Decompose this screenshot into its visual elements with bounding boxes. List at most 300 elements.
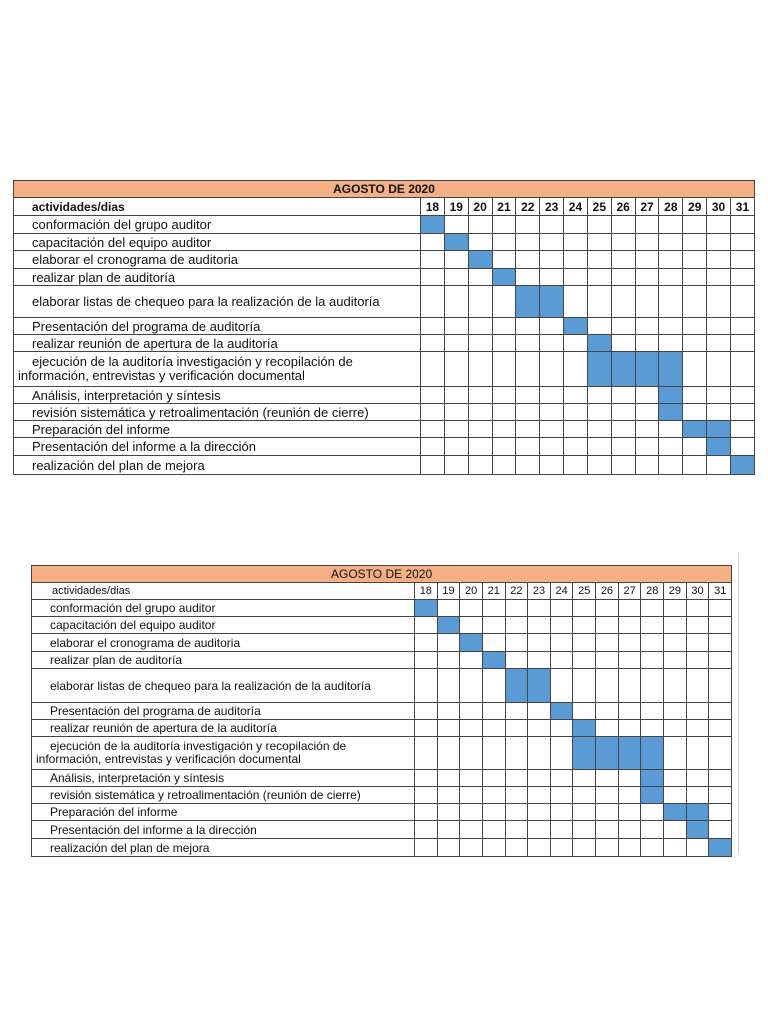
day-header-31: 31	[730, 198, 754, 216]
gantt-cell-day-22	[516, 438, 540, 456]
gantt-cell-day-23	[528, 839, 551, 857]
gantt-cell-day-27	[635, 335, 659, 352]
gantt-cell-day-29	[664, 600, 687, 617]
gantt-cell-day-26	[596, 600, 619, 617]
gantt-cell-day-21	[492, 216, 516, 234]
gantt-cell-day-21	[482, 617, 505, 634]
gantt-cell-day-24	[564, 335, 588, 352]
activity-row	[14, 404, 755, 421]
gantt-cell-day-28	[641, 669, 664, 703]
gantt-cell-day-27	[618, 617, 641, 634]
gantt-cell-day-28	[659, 335, 683, 352]
gantt-bar-day-28	[659, 404, 683, 421]
gantt-cell-day-31	[730, 387, 754, 404]
gantt-bar-day-31	[730, 456, 754, 475]
day-header-23: 23	[540, 198, 564, 216]
gantt-cell-day-24	[564, 456, 588, 475]
gantt-cell-day-24	[550, 821, 573, 839]
gantt-cell-day-31	[709, 804, 732, 821]
gantt-cell-day-29	[683, 404, 707, 421]
activity-row	[32, 600, 732, 617]
gantt-cell-day-30	[707, 234, 731, 251]
gantt-cell-day-22	[505, 770, 528, 787]
gantt-cell-day-27	[618, 720, 641, 737]
activity-label: Análisis, interpretación y síntesis	[14, 387, 421, 404]
gantt-cell-day-28	[641, 617, 664, 634]
gantt-cell-day-27	[618, 634, 641, 652]
gantt-cell-day-31	[709, 703, 732, 720]
gantt-cell-day-23	[540, 216, 564, 234]
gantt-cell-day-29	[664, 617, 687, 634]
gantt-cell-day-30	[707, 404, 731, 421]
gantt-cell-day-23	[540, 335, 564, 352]
activity-label: realización del plan de mejora	[14, 456, 421, 475]
day-header-29: 29	[664, 583, 687, 600]
gantt-cell-day-22	[516, 269, 540, 286]
activity-row	[14, 269, 755, 286]
gantt-cell-day-23	[540, 318, 564, 335]
gantt-cell-day-27	[618, 804, 641, 821]
day-header-18: 18	[421, 198, 445, 216]
gantt-cell-day-28	[641, 634, 664, 652]
gantt-cell-day-31	[709, 720, 732, 737]
gantt-cell-day-20	[460, 821, 483, 839]
day-header-19: 19	[437, 583, 460, 600]
gantt-cell-day-30	[707, 318, 731, 335]
header-row	[32, 583, 732, 600]
gantt-cell-day-23	[540, 421, 564, 438]
gantt-cell-day-24	[564, 234, 588, 251]
day-header-22: 22	[516, 198, 540, 216]
day-header-21: 21	[492, 198, 516, 216]
gantt-cell-day-21	[492, 387, 516, 404]
gantt-cell-day-31	[709, 600, 732, 617]
gantt-cell-day-26	[596, 669, 619, 703]
gantt-cell-day-29	[664, 720, 687, 737]
gantt-cell-day-28	[641, 821, 664, 839]
gantt-cell-day-20	[468, 286, 492, 318]
activity-label: realización del plan de mejora	[32, 839, 415, 857]
day-header-27: 27	[618, 583, 641, 600]
gantt-cell-day-21	[492, 335, 516, 352]
gantt-cell-day-29	[664, 703, 687, 720]
activity-row	[14, 421, 755, 438]
gantt-bar-day-25	[573, 737, 596, 770]
day-header-26: 26	[596, 583, 619, 600]
gantt-cell-day-24	[550, 804, 573, 821]
gantt-cell-day-28	[659, 421, 683, 438]
gantt-cell-day-28	[659, 269, 683, 286]
gantt-cell-day-26	[596, 703, 619, 720]
gantt-cell-day-19	[444, 335, 468, 352]
gantt-cell-day-29	[683, 318, 707, 335]
gantt-cell-day-18	[415, 703, 438, 720]
activity-label: revisión sistemática y retroalimentación (reunión de cierre)	[32, 787, 415, 804]
gantt-cell-day-22	[516, 456, 540, 475]
gantt-cell-day-31	[730, 421, 754, 438]
gantt-cell-day-27	[618, 839, 641, 857]
gantt-cell-day-30	[686, 617, 709, 634]
gantt-cell-day-19	[437, 652, 460, 669]
gantt-cell-day-31	[730, 251, 754, 269]
gantt-cell-day-24	[564, 352, 588, 387]
gantt-cell-day-20	[460, 617, 483, 634]
gantt-cell-day-28	[659, 234, 683, 251]
gantt-cell-day-28	[641, 600, 664, 617]
gantt-bar-day-28	[659, 352, 683, 387]
gantt-cell-day-19	[444, 421, 468, 438]
gantt-cell-day-19	[444, 438, 468, 456]
gantt-cell-day-30	[686, 720, 709, 737]
gantt-cell-day-19	[444, 286, 468, 318]
gantt-cell-day-19	[437, 737, 460, 770]
activity-row	[14, 438, 755, 456]
activity-row	[32, 617, 732, 634]
gantt-cell-day-18	[421, 352, 445, 387]
gantt-cell-day-20	[468, 269, 492, 286]
gantt-cell-day-24	[550, 737, 573, 770]
gantt-cell-day-21	[482, 737, 505, 770]
gantt-cell-day-26	[596, 839, 619, 857]
gantt-cell-day-25	[573, 821, 596, 839]
gantt-cell-day-19	[444, 216, 468, 234]
gantt-cell-day-18	[415, 652, 438, 669]
gantt-cell-day-18	[421, 438, 445, 456]
chart-title: AGOSTO DE 2020	[32, 566, 732, 583]
day-header-23: 23	[528, 583, 551, 600]
gantt-cell-day-19	[444, 456, 468, 475]
gantt-cell-day-30	[707, 456, 731, 475]
gantt-bar-day-20	[460, 634, 483, 652]
gantt-cell-day-19	[444, 352, 468, 387]
gantt-cell-day-19	[444, 269, 468, 286]
gantt-cell-day-18	[421, 335, 445, 352]
gantt-cell-day-22	[516, 318, 540, 335]
gantt-cell-day-18	[421, 404, 445, 421]
gantt-bar-day-30	[686, 804, 709, 821]
gantt-cell-day-24	[564, 438, 588, 456]
gantt-cell-day-18	[415, 720, 438, 737]
gantt-cell-day-29	[664, 737, 687, 770]
gantt-cell-day-18	[421, 234, 445, 251]
gantt-table-secondary	[31, 565, 732, 857]
activity-row	[32, 720, 732, 737]
gantt-table-primary	[13, 180, 755, 475]
gantt-cell-day-21	[482, 720, 505, 737]
activity-label: Preparación del informe	[32, 804, 415, 821]
gantt-cell-day-31	[730, 234, 754, 251]
gantt-cell-day-26	[611, 234, 635, 251]
activity-label: Presentación del informe a la dirección	[14, 438, 421, 456]
gantt-cell-day-20	[468, 404, 492, 421]
activity-label: realizar plan de auditoría	[32, 652, 415, 669]
gantt-cell-day-24	[564, 269, 588, 286]
activity-label: realizar plan de auditoría	[14, 269, 421, 286]
gantt-cell-day-25	[573, 804, 596, 821]
day-header-27: 27	[635, 198, 659, 216]
gantt-cell-day-27	[635, 318, 659, 335]
gantt-cell-day-29	[683, 335, 707, 352]
gantt-cell-day-18	[415, 737, 438, 770]
gantt-cell-day-25	[587, 387, 611, 404]
gantt-cell-day-24	[564, 251, 588, 269]
gantt-cell-day-31	[730, 438, 754, 456]
gantt-cell-day-21	[482, 634, 505, 652]
gantt-cell-day-24	[550, 669, 573, 703]
gantt-cell-day-30	[686, 839, 709, 857]
gantt-cell-day-20	[468, 387, 492, 404]
day-header-26: 26	[611, 198, 635, 216]
gantt-bar-day-21	[492, 269, 516, 286]
day-header-20: 20	[468, 198, 492, 216]
gantt-bar-day-30	[686, 821, 709, 839]
day-header-19: 19	[444, 198, 468, 216]
gantt-cell-day-31	[730, 335, 754, 352]
gantt-cell-day-20	[468, 234, 492, 251]
gantt-cell-day-23	[540, 269, 564, 286]
gantt-cell-day-20	[460, 703, 483, 720]
activity-row	[32, 669, 732, 703]
gantt-cell-day-21	[492, 234, 516, 251]
day-header-18: 18	[415, 583, 438, 600]
gantt-cell-day-28	[659, 251, 683, 269]
gantt-cell-day-27	[635, 216, 659, 234]
title-row	[14, 181, 755, 198]
gantt-cell-day-26	[596, 821, 619, 839]
day-header-30: 30	[686, 583, 709, 600]
activity-label: realizar reunión de apertura de la auditoría	[32, 720, 415, 737]
gantt-cell-day-26	[611, 438, 635, 456]
activity-row	[32, 634, 732, 652]
gantt-cell-day-26	[596, 652, 619, 669]
gantt-cell-day-18	[415, 669, 438, 703]
gantt-cell-day-18	[415, 634, 438, 652]
gantt-cell-day-22	[505, 839, 528, 857]
gantt-bar-day-18	[415, 600, 438, 617]
gantt-cell-day-25	[573, 703, 596, 720]
gantt-bar-day-28	[641, 787, 664, 804]
gantt-cell-day-28	[641, 720, 664, 737]
gantt-cell-day-30	[686, 703, 709, 720]
gantt-cell-day-26	[596, 720, 619, 737]
gantt-cell-day-24	[550, 634, 573, 652]
activity-row	[14, 318, 755, 335]
day-header-22: 22	[505, 583, 528, 600]
gantt-cell-day-31	[709, 821, 732, 839]
gantt-cell-day-24	[564, 404, 588, 421]
gantt-cell-day-20	[468, 421, 492, 438]
gantt-cell-day-26	[611, 269, 635, 286]
header-row	[14, 198, 755, 216]
gantt-cell-day-19	[437, 634, 460, 652]
activity-label: conformación del grupo auditor	[32, 600, 415, 617]
gantt-cell-day-24	[564, 216, 588, 234]
activity-row	[14, 456, 755, 475]
gantt-cell-day-30	[686, 770, 709, 787]
activity-label: conformación del grupo auditor	[14, 216, 421, 234]
gantt-cell-day-18	[415, 804, 438, 821]
activity-row	[14, 216, 755, 234]
day-header-29: 29	[683, 198, 707, 216]
day-header-28: 28	[641, 583, 664, 600]
gantt-cell-day-26	[596, 787, 619, 804]
gantt-cell-day-30	[707, 216, 731, 234]
gantt-cell-day-18	[421, 387, 445, 404]
gantt-cell-day-22	[505, 634, 528, 652]
gantt-cell-day-27	[618, 703, 641, 720]
gantt-cell-day-20	[460, 787, 483, 804]
activity-label: revisión sistemática y retroalimentación (reunión de cierre)	[14, 404, 421, 421]
gantt-cell-day-25	[587, 234, 611, 251]
gantt-cell-day-27	[635, 387, 659, 404]
gantt-cell-day-22	[505, 652, 528, 669]
activity-label: capacitación del equipo auditor	[14, 234, 421, 251]
gantt-cell-day-28	[659, 318, 683, 335]
gantt-cell-day-26	[611, 216, 635, 234]
gantt-cell-day-27	[635, 234, 659, 251]
gantt-cell-day-30	[707, 269, 731, 286]
gantt-cell-day-20	[468, 352, 492, 387]
gantt-cell-day-24	[564, 421, 588, 438]
gantt-cell-day-22	[505, 737, 528, 770]
gantt-cell-day-30	[707, 352, 731, 387]
gantt-cell-day-31	[709, 634, 732, 652]
gantt-cell-day-27	[635, 251, 659, 269]
gantt-cell-day-21	[482, 787, 505, 804]
gantt-cell-day-30	[686, 669, 709, 703]
gantt-cell-day-22	[505, 787, 528, 804]
gantt-bar-day-27	[618, 737, 641, 770]
gantt-cell-day-30	[707, 387, 731, 404]
gantt-cell-day-19	[444, 387, 468, 404]
gantt-cell-day-18	[421, 269, 445, 286]
gantt-cell-day-20	[460, 839, 483, 857]
day-header-25: 25	[587, 198, 611, 216]
gantt-cell-day-19	[437, 703, 460, 720]
gantt-cell-day-28	[659, 456, 683, 475]
gantt-cell-day-21	[482, 703, 505, 720]
gantt-bar-day-25	[573, 720, 596, 737]
gantt-bar-day-19	[437, 617, 460, 634]
gantt-cell-day-20	[468, 318, 492, 335]
gantt-bar-day-19	[444, 234, 468, 251]
gantt-cell-day-25	[573, 839, 596, 857]
gantt-cell-day-30	[707, 251, 731, 269]
activity-label: Presentación del programa de auditoría	[14, 318, 421, 335]
gantt-cell-day-26	[596, 617, 619, 634]
gantt-cell-day-23	[528, 634, 551, 652]
gantt-bar-day-30	[707, 421, 731, 438]
gantt-bar-day-21	[482, 652, 505, 669]
gantt-bar-day-25	[587, 352, 611, 387]
gantt-cell-day-25	[587, 216, 611, 234]
day-header-24: 24	[564, 198, 588, 216]
gantt-cell-day-27	[618, 787, 641, 804]
gantt-cell-day-30	[686, 787, 709, 804]
gantt-cell-day-19	[437, 787, 460, 804]
gantt-cell-day-28	[659, 438, 683, 456]
gantt-cell-day-21	[492, 404, 516, 421]
gantt-cell-day-25	[573, 770, 596, 787]
activity-row	[14, 352, 755, 387]
gantt-cell-day-20	[460, 600, 483, 617]
activity-row	[32, 703, 732, 720]
gantt-cell-day-23	[540, 387, 564, 404]
gantt-cell-day-25	[587, 269, 611, 286]
activity-label: Análisis, interpretación y síntesis	[32, 770, 415, 787]
gantt-cell-day-29	[683, 234, 707, 251]
gantt-cell-day-23	[528, 737, 551, 770]
gantt-bar-day-24	[550, 703, 573, 720]
gantt-cell-day-25	[573, 787, 596, 804]
activity-row	[32, 804, 732, 821]
gantt-cell-day-21	[492, 251, 516, 269]
activity-row	[32, 737, 732, 770]
title-row	[32, 566, 732, 583]
gantt-cell-day-18	[415, 821, 438, 839]
gantt-cell-day-22	[516, 352, 540, 387]
gantt-cell-day-18	[421, 456, 445, 475]
gantt-cell-day-25	[587, 318, 611, 335]
day-header-24: 24	[550, 583, 573, 600]
gantt-cell-day-23	[528, 652, 551, 669]
gantt-cell-day-29	[664, 839, 687, 857]
gantt-cell-day-28	[641, 652, 664, 669]
gantt-cell-day-29	[664, 652, 687, 669]
gantt-bar-day-28	[641, 770, 664, 787]
gantt-cell-day-26	[611, 286, 635, 318]
gantt-cell-day-30	[686, 634, 709, 652]
gantt-cell-day-22	[505, 703, 528, 720]
activity-row	[14, 286, 755, 318]
gantt-cell-day-31	[730, 286, 754, 318]
gantt-cell-day-30	[686, 652, 709, 669]
gantt-bar-day-28	[659, 387, 683, 404]
gantt-cell-day-25	[587, 286, 611, 318]
gantt-cell-day-18	[415, 770, 438, 787]
gantt-cell-day-21	[482, 770, 505, 787]
gantt-cell-day-23	[528, 787, 551, 804]
gantt-cell-day-25	[587, 251, 611, 269]
gantt-cell-day-22	[505, 821, 528, 839]
gantt-cell-day-23	[528, 821, 551, 839]
gantt-cell-day-20	[460, 669, 483, 703]
gantt-cell-day-23	[540, 352, 564, 387]
gantt-cell-day-27	[618, 600, 641, 617]
gantt-bar-day-24	[564, 318, 588, 335]
gantt-cell-day-26	[611, 251, 635, 269]
gantt-cell-day-27	[635, 269, 659, 286]
gantt-cell-day-30	[686, 737, 709, 770]
gantt-cell-day-19	[437, 669, 460, 703]
gantt-cell-day-25	[573, 652, 596, 669]
gantt-bar-day-18	[421, 216, 445, 234]
gantt-bar-day-27	[635, 352, 659, 387]
gantt-cell-day-18	[415, 617, 438, 634]
gantt-bar-day-30	[707, 438, 731, 456]
activity-label: Presentación del informe a la dirección	[32, 821, 415, 839]
gantt-cell-day-20	[460, 720, 483, 737]
gantt-cell-day-25	[587, 438, 611, 456]
gantt-bar-day-31	[709, 839, 732, 857]
gantt-cell-day-26	[611, 404, 635, 421]
gantt-bar-day-25	[587, 335, 611, 352]
gantt-cell-day-25	[587, 421, 611, 438]
gantt-cell-day-25	[573, 634, 596, 652]
gantt-cell-day-27	[618, 821, 641, 839]
gantt-bar-day-23	[528, 669, 551, 703]
activity-row	[14, 234, 755, 251]
